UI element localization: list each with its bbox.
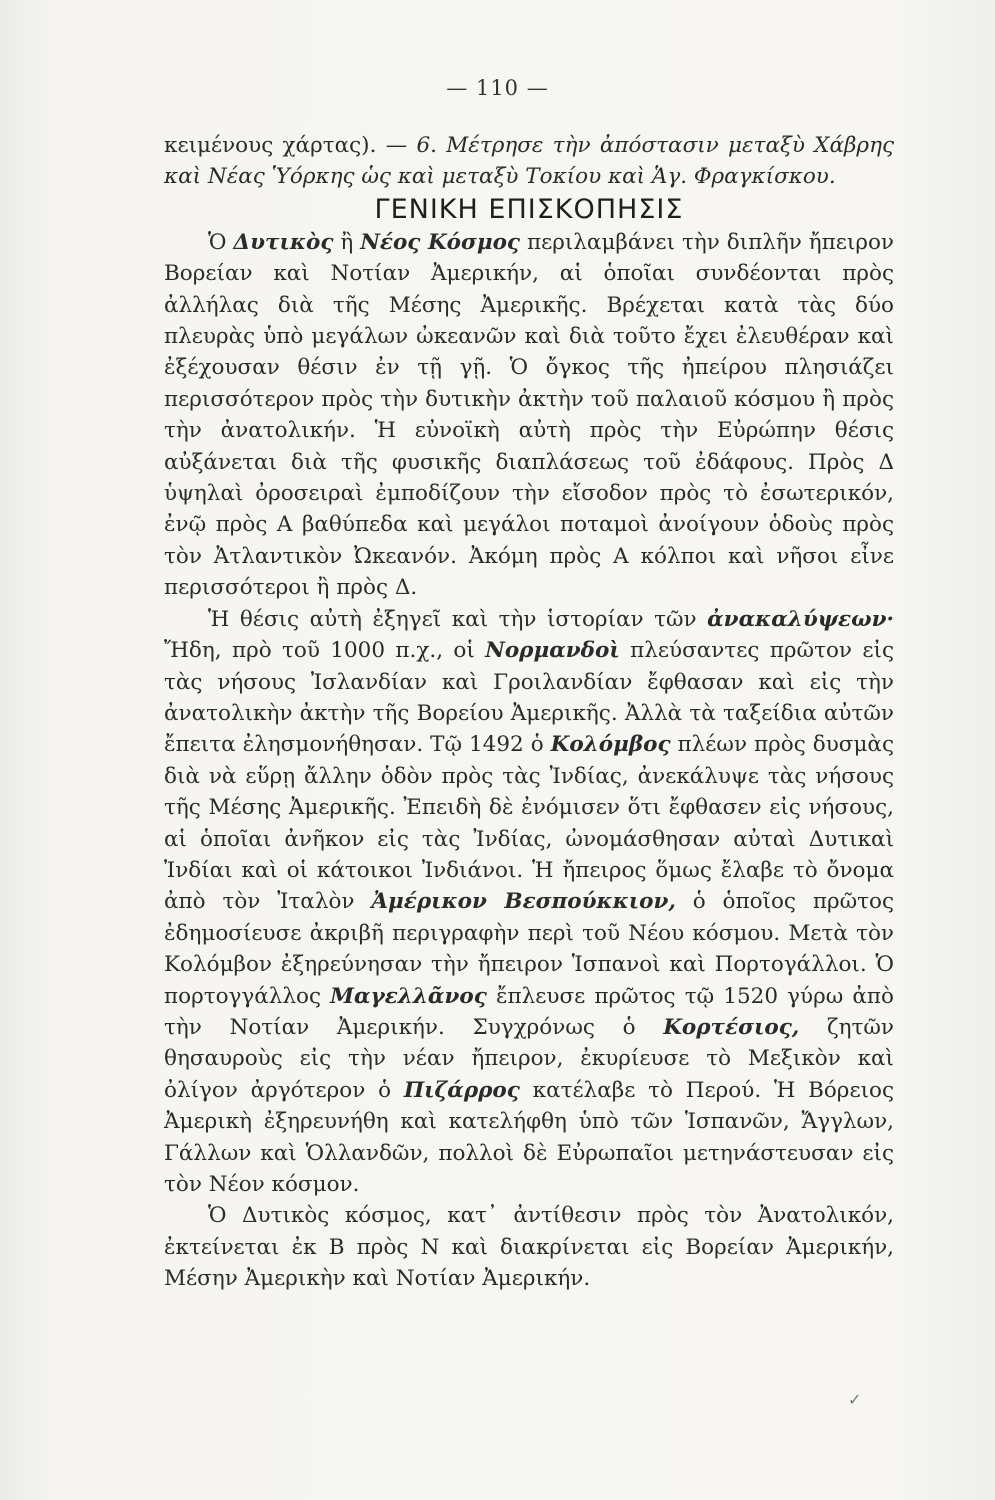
paragraph-1 (164, 227, 894, 604)
p1-text-a: Ὁ (208, 229, 234, 255)
exercise-question: 6. Μέτρησε τὴν ἀπόστασιν μεταξὺ Χάβρης καὶ Νέας Ὑόρκης ὡς καὶ μεταξὺ Τοκίου καὶ Ἁγ. Φραγκίσκου. (164, 133, 894, 190)
p2-text-k: ἔπλευσε πρῶτος τῷ 1520 γύρω ἀπὸ τὴν Νοτίαν Ἀμερικήν. Συγχρόνως ὁ (164, 983, 894, 1040)
p2-text-m: ζητῶν θησαυροὺς εἰς τὴν νέαν ἤπειρον, ἐκυρίευσε τὸ Μεξικὸν καὶ ὀλίγον ἀργότερον ὁ (164, 1014, 895, 1103)
term-magellanos: Μαγελλᾶνος (330, 983, 487, 1009)
intro-text: κειμένους χάρτας). — (164, 133, 417, 158)
body-text (164, 130, 894, 1295)
term-anakalypseon: ἀνακαλύψεων· (707, 606, 894, 632)
term-pizarros: Πιζάρρος (403, 1077, 520, 1103)
intro-paragraph (164, 130, 894, 193)
term-normandoi: Νορμανδοὶ (485, 638, 620, 664)
p2-text-o: κατέλαβε τὸ Περού. Ἡ Βόρειος Ἀμερικὴ ἐξηρευνήθη καὶ κατελήφθη ὑπὸ τῶν Ἱσπανῶν, Ἄγγλων, Γάλλων καὶ Ὁλλανδῶν, πολλοὶ δὲ Εὐρωπαῖοι μετηνάστευσαν εἰς τὸν Νέον κόσμον. (164, 1077, 895, 1197)
p2-text-e: πλεύσαντες πρῶτον εἰς τὰς νήσους Ἰσλανδίαν καὶ Γροιλανδίαν ἔφθασαν καὶ εἰς τὴν ἀνατολικὴν ἀκτὴν τῆς Βορείου Ἀμερικῆς. Ἀλλὰ τὰ ταξείδια αὐτῶν ἔπειτα ἐλησμονήθησαν. Τῷ 1492 ὁ (164, 638, 894, 758)
paragraph-2 (164, 604, 894, 1201)
p1-text-e: περιλαμβάνει τὴν διπλῆν ἤπειρον Βορείαν καὶ Νοτίαν Ἀμερικήν, αἱ ὁποῖαι συνδέονται πρὸς ἀλλήλας διὰ τῆς Μέσης Ἀμερικῆς. Βρέχεται κατὰ τὰς δύο πλευρὰς ὑπὸ μεγάλων ὠκεανῶν καὶ διὰ τοῦτο ἔχει ἐλευθέραν καὶ ἐξέχουσαν θέσιν ἐν τῇ γῇ. Ὁ ὄγκος τῆς ἠπείρου πλησιάζει περισσότερον πρὸς τὴν δυτικὴν ἀκτὴν τοῦ παλαιοῦ κόσμου ἢ πρὸς τὴν ἀνατολικήν. Ἡ εὐνοϊκὴ αὐτὴ πρὸς τὴν Εὐρώπην θέσις αὐξάνεται διὰ τῆς φυσικῆς διαπλάσεως τοῦ ἐδάφους. Πρὸς Δ ὑψηλαὶ ὀροσειραὶ ἐμποδίζουν τὴν εἴσοδον πρὸς τὸ ἐσωτερικόν, ἐνῷ πρὸς Α βαθύπεδα καὶ μεγάλοι ποταμοὶ ἀνοίγουν ὁδοὺς πρὸς τὸν Ἀτλαντικὸν Ὠκεανόν. Ἀκόμη πρὸς Α κόλποι καὶ νῆσοι εἶνε περισσότεροι ἢ πρὸς Δ. (164, 229, 894, 601)
term-kolomvos: Κολόμβος (550, 732, 671, 758)
p2-text-c: Ἤδη, πρὸ τοῦ 1000 π.χ., οἱ (164, 638, 486, 664)
term-kortesios: Κορτέσιος, (663, 1014, 800, 1040)
section-heading: ΓΕΝΙΚΗ ΕΠΙΣΚΟΠΗΣΙΣ (374, 193, 684, 225)
p2-text-a: Ἡ θέσις αὐτὴ ἐξηγεῖ καὶ τὴν ἱστορίαν τῶν (208, 606, 708, 632)
p1-text-c: ἢ (333, 229, 361, 255)
margin-mark: ✓ (848, 1390, 862, 1409)
term-neos-kosmos: Νέος Κόσμος (360, 229, 521, 255)
term-dytikos: Δυτικὸς (233, 229, 334, 255)
page-number: — 110 — (446, 76, 549, 100)
paragraph-3: Ὁ Δυτικὸς κόσμος, κατ᾽ ἀντίθεσιν πρὸς τὸν Ἀνατολικόν, ἐκτείνεται ἐκ Β πρὸς Ν καὶ διακρίνεται εἰς Βορείαν Ἀμερικήν, Μέσην Ἀμερικὴν καὶ Νοτίαν Ἀμερικήν. (164, 1203, 894, 1292)
p2-text-i: ὁ ὁποῖος πρῶτος ἐδημοσίευσε ἀκριβῆ περιγραφὴν περὶ τοῦ Νέου κόσμου. Μετὰ τὸν Κολόμβον ἐξηρεύνησαν τὴν ἤπειρον Ἱσπανοὶ καὶ Πορτογάλλοι. Ὁ πορτογγάλλος (164, 889, 895, 1009)
p2-text-g: πλέων πρὸς δυσμὰς διὰ νὰ εὕρῃ ἄλλην ὁδὸν πρὸς τὰς Ἰνδίας, ἀνεκάλυψε τὰς νήσους τῆς Μέσης Ἀμερικῆς. Ἐπειδὴ δὲ ἐνόμισεν ὅτι ἔφθασεν εἰς νήσους, αἱ ὁποῖαι ἀνῆκον εἰς τὰς Ἰνδίας, ὠνομάσθησαν αὐταὶ Δυτικαὶ Ἰνδίαι καὶ οἱ κάτοικοι Ἰνδιάνοι. Ἡ ἤπειρος ὅμως ἔλαβε τὸ ὄνομα ἀπὸ τὸν Ἰταλὸν (164, 732, 894, 915)
term-vespoukkios: Ἀμέρικον Βεσπούκκιον, (371, 889, 676, 915)
